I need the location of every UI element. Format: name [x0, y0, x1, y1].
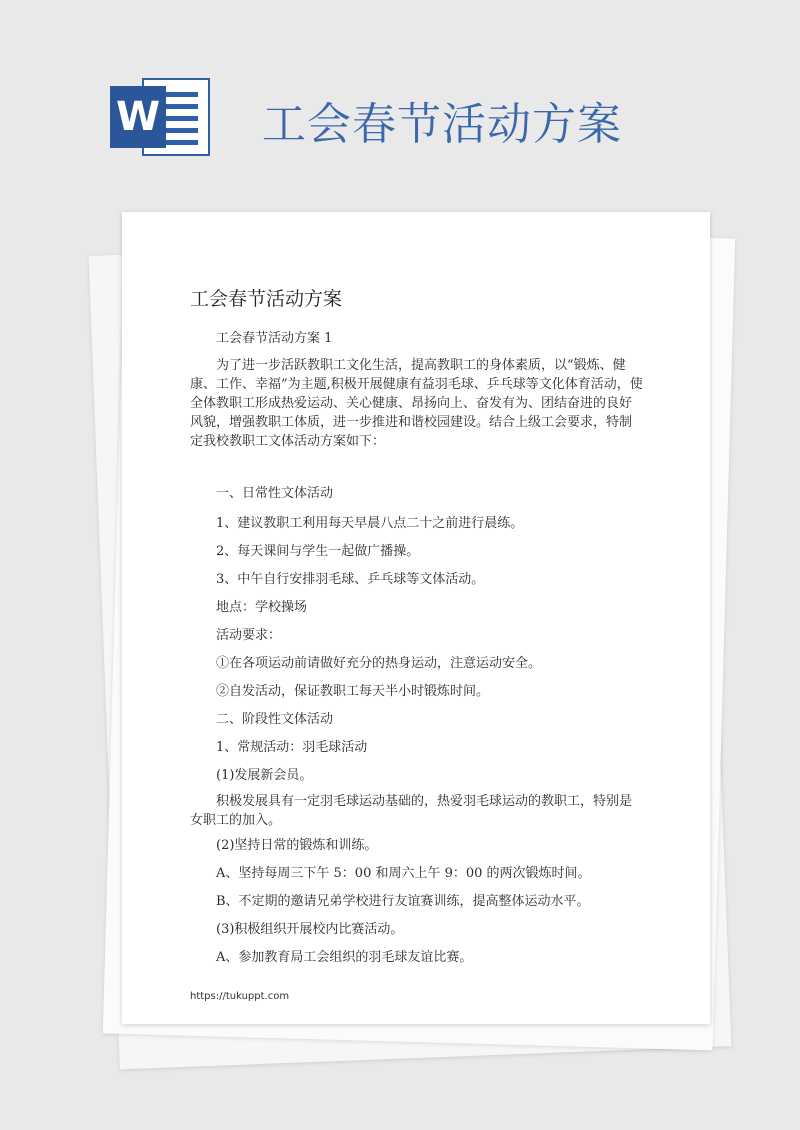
word-document-icon	[110, 74, 212, 160]
paragraph-intro: 为了进一步活跃教职工文化生活，提高教职工的身体素质，以“锻炼、健康、工作、幸福”为主题,积极开展健康有益羽毛球、乒乓球等文化体育活动，使全体教职工形成热爱运动、关心健康、昂扬向上、奋发有为、团结奋进的良好风貌，增强教职工体质，进一步推进和谐校园建设。结合上级工会要求，特制定我校教职工文体活动方案如下：	[190, 358, 643, 449]
banner	[0, 0, 800, 210]
document-title: 工会春节活动方案	[190, 288, 343, 310]
requirement-item: ①在各项运动前请做好充分的热身运动，注意运动安全。	[216, 656, 542, 671]
section-heading: 一、日常性文体活动	[216, 486, 334, 501]
list-item: 1、常规活动：羽毛球活动	[216, 740, 368, 755]
list-item: B、不定期的邀请兄弟学校进行友谊赛训练，提高整体运动水平。	[216, 894, 590, 909]
list-item: (2)坚持日常的锻炼和训练。	[216, 838, 378, 853]
list-item: 2、每天课间与学生一起做广播操。	[216, 544, 420, 559]
banner-title: 工会春节活动方案	[262, 99, 622, 150]
paragraph-body: 积极发展具有一定羽毛球运动基础的，热爱羽毛球运动的教职工，特别是女职工的加入。	[190, 794, 633, 828]
requirements-label: 活动要求：	[216, 628, 282, 643]
list-item: (3)积极组织开展校内比赛活动。	[216, 922, 404, 937]
location-text: 地点：学校操场	[216, 600, 308, 615]
list-item: (1)发展新会员。	[216, 768, 313, 783]
list-item: 1、建议教职工利用每天早晨八点二十之前进行晨练。	[216, 516, 524, 531]
footer-url: https://tukuppt.com	[190, 991, 290, 1002]
requirement-item: ②自发活动，保证教职工每天半小时锻炼时间。	[216, 684, 490, 699]
document-page	[122, 212, 710, 1024]
list-item: A、参加教育局工会组织的羽毛球友谊比赛。	[216, 950, 473, 965]
word-icon-letter: W	[110, 86, 166, 148]
list-item: A、坚持每周三下午 5：00 和周六上午 9：00 的两次锻炼时间。	[216, 866, 591, 881]
list-item: 3、中午自行安排羽毛球、乒乓球等文体活动。	[216, 572, 485, 587]
paragraph-heading-1: 工会春节活动方案 1	[216, 331, 333, 346]
section-heading: 二、阶段性文体活动	[216, 712, 334, 727]
